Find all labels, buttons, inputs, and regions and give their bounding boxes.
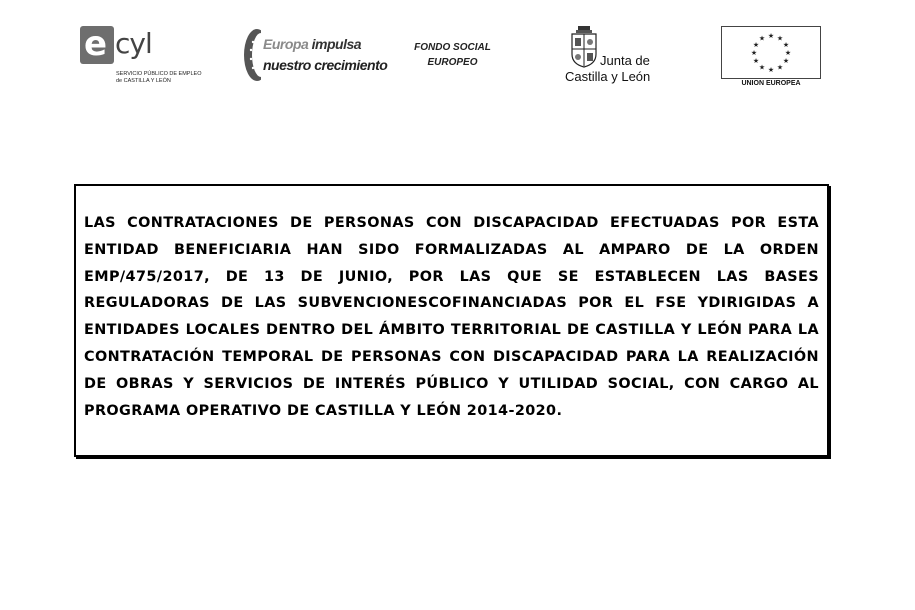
svg-text:★: ★ <box>782 57 790 65</box>
notice-text: LAS CONTRATACIONES DE PERSONAS CON DISCAPACIDAD EFECTUADAS POR ESTA ENTIDAD BENEFICIARIA HAN SIDO FORMALIZADAS AL AMPARO DE LA ORDEN EMP/475/2017, DE 13 DE JUNIO, POR LAS QUE SE ESTABLECEN LAS BASES REGULADORAS DE LAS SUBVENCIONESCOFINANCIADAS POR EL FSE YDIRIGIDAS A ENTIDADES LOCALES DENTRO DEL ÁMBITO TERRITORIAL DE CASTILLA Y LEÓN PARA LA CONTRATACIÓN TEMPORAL DE PERSONAS CON DISCAPACIDAD PARA LA REALIZACIÓN DE OBRAS Y SERVICIOS DE INTERÉS PÚBLICO Y UTILIDAD SOCIAL, CON CARGO AL PROGRAMA OPERATIVO DE CASTILLA Y LEÓN 2014-2020. <box>84 215 819 419</box>
svg-text:★: ★ <box>752 57 760 65</box>
svg-text:★: ★ <box>776 63 784 72</box>
svg-text:★: ★ <box>750 49 758 57</box>
svg-text:★: ★ <box>776 34 784 43</box>
junta-castilla-leon-logo <box>564 26 664 88</box>
logo-bar <box>0 0 915 110</box>
europa-impulsa-logo <box>243 28 388 86</box>
coat-of-arms-icon <box>569 26 599 68</box>
junta-line2: Castilla y León <box>565 69 651 84</box>
impulsa-word: impulsa <box>308 36 362 52</box>
svg-text:★: ★ <box>758 34 766 43</box>
ecyl-wordmark: cyl <box>115 27 152 60</box>
europa-line1 <box>263 36 361 52</box>
svg-text:★: ★ <box>758 63 766 72</box>
eu-label: UNION EUROPEA <box>741 80 801 87</box>
europa-line2: nuestro crecimiento <box>263 57 388 73</box>
europa-word: Europa <box>263 36 309 52</box>
ecyl-mark <box>80 26 114 64</box>
fondo-line1: FONDO SOCIAL <box>414 42 491 53</box>
europa-disc-icon <box>243 28 261 82</box>
ecyl-logo <box>80 26 200 86</box>
junta-line1: Junta de <box>600 53 650 68</box>
svg-text:★: ★ <box>767 66 775 74</box>
notice-box <box>74 184 829 457</box>
fondo-line2: EUROPEO <box>427 57 478 68</box>
svg-text:★: ★ <box>782 41 790 49</box>
fondo-social-europeo-label <box>405 40 500 70</box>
union-europea-logo <box>721 26 821 90</box>
eu-flag-icon <box>721 26 821 79</box>
svg-text:★: ★ <box>767 32 775 40</box>
ecyl-mark-letter: e <box>84 24 108 64</box>
ecyl-subtitle-line2: de CASTILLA Y LEÓN <box>116 78 171 84</box>
svg-text:★: ★ <box>752 41 760 49</box>
ecyl-subtitle-line1: SERVICIO PÚBLICO DE EMPLEO <box>116 71 202 77</box>
svg-text:★: ★ <box>784 49 792 57</box>
